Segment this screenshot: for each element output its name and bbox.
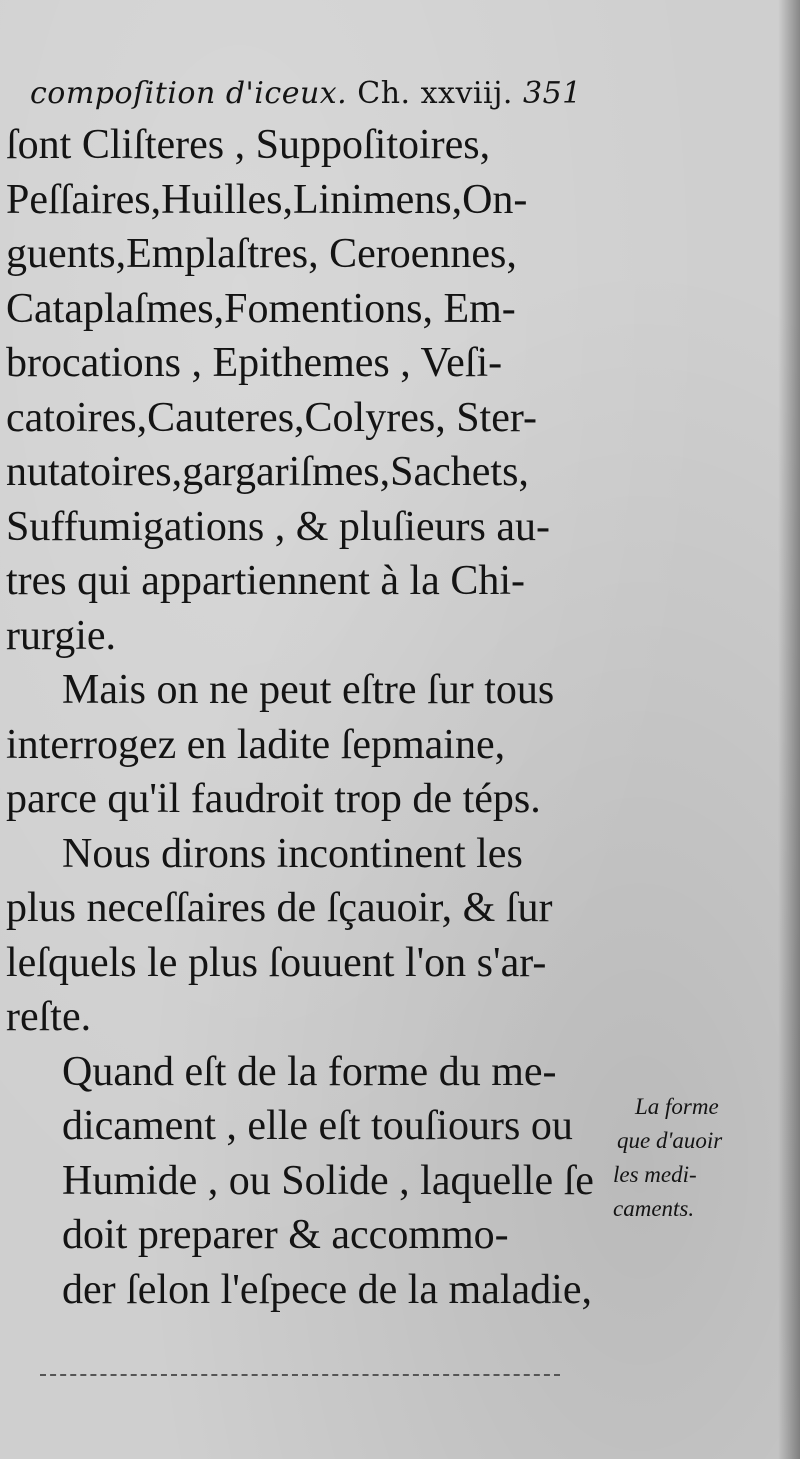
text-line: Humide , ou Solide , laquelle ſe: [62, 1157, 594, 1204]
text-line: Cataplaſmes,Fomentions, Em-: [6, 285, 516, 332]
running-head: [30, 76, 590, 111]
page-number: 351: [523, 76, 582, 111]
text-line: ſont Cliſteres , Suppoſitoires,: [6, 122, 491, 168]
main-text-block: [6, 118, 606, 1317]
text-line: plus neceſſaires de ſçauoir, & ſur: [6, 885, 553, 931]
margin-note-line: que d'auoir: [617, 1128, 723, 1153]
text-line: Quand eſt de la forme du me-: [62, 1048, 557, 1095]
margin-note-line: les medi-: [613, 1162, 697, 1187]
text-line: nutatoires,gargariſmes,Sachets,: [6, 449, 529, 495]
text-line: rurgie.: [6, 612, 117, 659]
text-line: parce qu'il faudroit trop de téps.: [6, 776, 541, 822]
text-line: dicament , elle eſt touſiours ou: [62, 1103, 573, 1149]
page-edge-shadow: [778, 0, 800, 1459]
text-line: Mais on ne peut eſtre ſur tous: [62, 667, 555, 713]
text-line: leſquels le plus ſouuent l'on s'ar-: [6, 939, 547, 986]
text-line: brocations , Epithemes , Veſi-: [6, 340, 503, 386]
footer-rule: [40, 1374, 560, 1376]
text-line: Peſſaires,Huilles,Linimens,On-: [6, 176, 528, 223]
text-line: tres qui appartiennent à la Chi-: [6, 558, 525, 604]
margin-note-line: La forme: [635, 1094, 719, 1119]
running-head-chapter: Ch. xxviij.: [357, 76, 513, 111]
text-line: doit preparer & accommo-: [62, 1212, 509, 1258]
margin-note: [613, 1090, 793, 1226]
text-line: catoires,Cauteres,Colyres, Ster-: [6, 394, 537, 441]
running-head-title: compoſition d'iceux.: [30, 76, 348, 111]
text-line: Suffumigations , & pluſieurs au-: [6, 503, 551, 550]
text-line: der ſelon l'eſpece de la maladie,: [62, 1266, 592, 1313]
text-line: Nous dirons incontinent les: [62, 830, 523, 877]
margin-note-line: caments.: [613, 1196, 695, 1221]
text-line: reſte.: [6, 994, 92, 1040]
text-line: guents,Emplaſtres, Ceroennes,: [6, 231, 517, 277]
text-line: interrogez en ladite ſepmaine,: [6, 721, 506, 768]
